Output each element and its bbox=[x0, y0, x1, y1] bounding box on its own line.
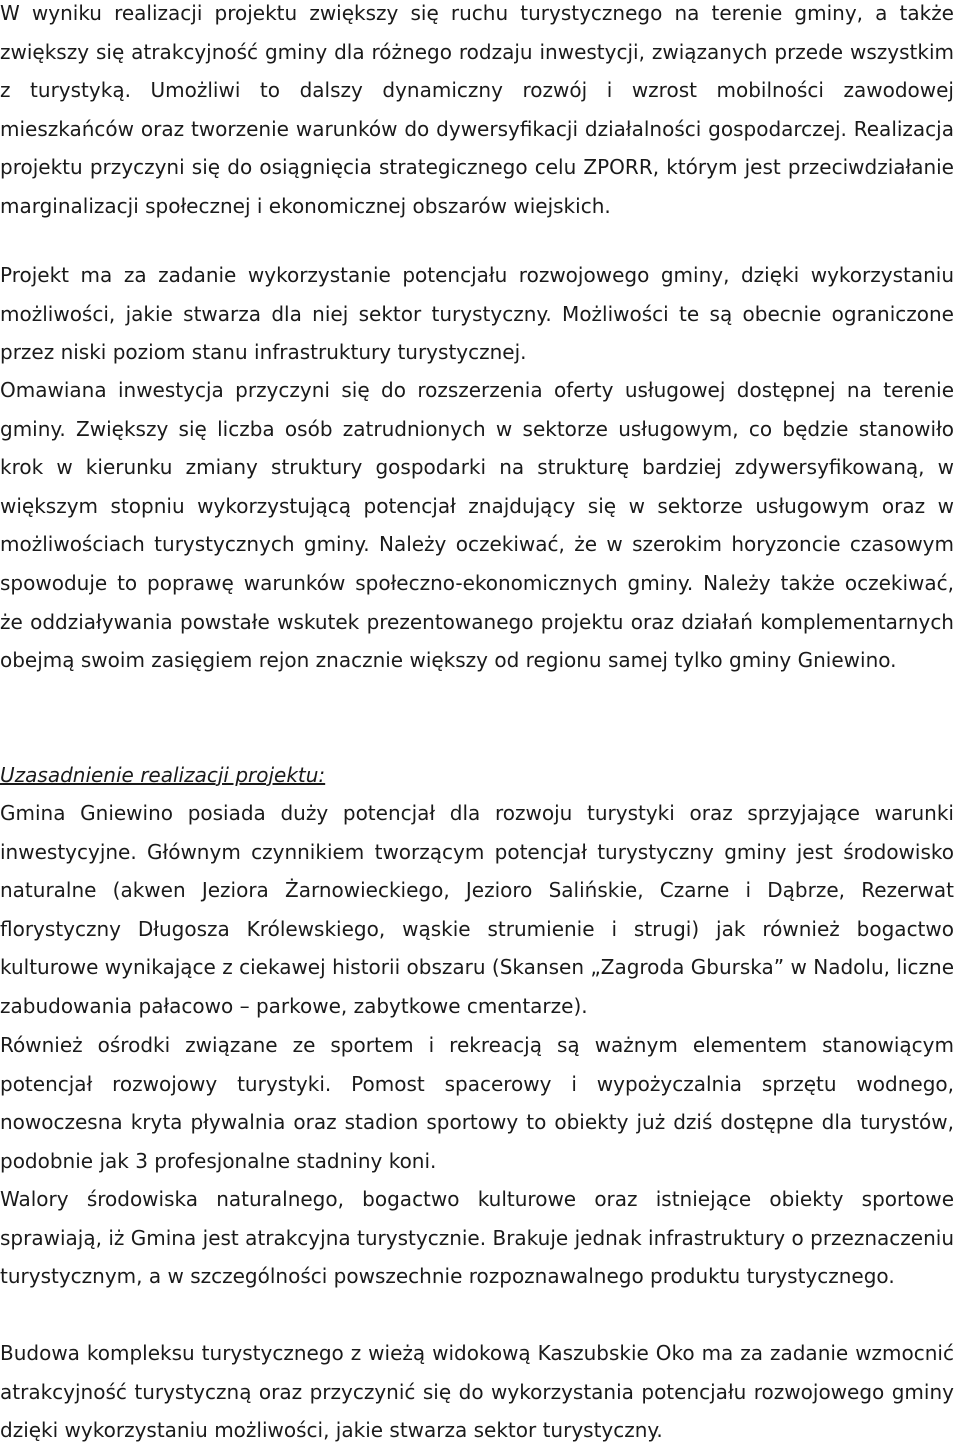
paragraph-project-goal: Projekt ma za zadanie wykorzystanie potencjału rozwojowego gminy, dzięki wykorzystaniu możliwości, jakie stwarza dla niej sektor turystyczny. Możliwości te są obecnie ograniczone przez niski poziom stanu infrastruktury turystycznej. bbox=[0, 263, 954, 365]
paragraph-project-outcomes: W wyniku realizacji projektu zwiększy się ruchu turystycznego na terenie gminy, a także zwiększy się atrakcyjność gminy dla różnego rodzaju inwestycji, związanych przede wszystkim z turystyką. Umożliwi to dalszy dynamiczny rozwój i wzrost mobilności zawodowej mieszkańców oraz tworzenie warunków do dywersyfikacji działalności gospodarczej. Realizacja projektu przyczyni się do osiągnięcia strategicznego celu ZPORR, którym jest przeciwdziałanie marginalizacji społecznej i ekonomicznej obszarów wiejskich. bbox=[0, 1, 954, 218]
paragraph-investment-impact: Omawiana inwestycja przyczyni się do rozszerzenia oferty usługowej dostępnej na terenie gminy. Zwiększy się liczba osób zatrudnionych w sektorze usługowym, co będzie stanowiło krok w kierunku zmiany struktury gospodarki na strukturę bardziej zdywersyfikowaną, w większym stopniu wykorzystującą potencjał znajdujący się w sektorze usługowym oraz w możliwościach turystycznych gminy. Należy oczekiwać, że w szerokim horyzoncie czasowym spowoduje to poprawę warunków społeczno-ekonomicznych gminy. Należy także oczekiwać, że oddziaływania powstałe wskutek prezentowanego projektu oraz działań komplementarnych obejmą swoim zasięgiem rejon znacznie większy od regionu samej tylko gminy Gniewino. bbox=[0, 378, 954, 673]
section-heading-justification: Uzasadnienie realizacji projektu: bbox=[0, 763, 326, 787]
paragraph-infrastructure-gap: Walory środowiska naturalnego, bogactwo kulturowe oraz istniejące obiekty sportowe sprawiają, iż Gmina jest atrakcyjna turystycznie. Brakuje jednak infrastruktury o przeznaczeniu turystycznym, a w szczególności powszechnie rozpoznawalnego produktu turystycznego. bbox=[0, 1187, 954, 1289]
paragraph-kaszubskie-oko: Budowa kompleksu turystycznego z wieżą widokową Kaszubskie Oko ma za zadanie wzmocnić atrakcyjność turystyczną oraz przyczynić się do wykorzystania potencjału rozwojowego gminy dzięki wykorzystaniu możliwości, jakie stwarza sektor turystyczny. bbox=[0, 1341, 954, 1443]
paragraph-sport-recreation: Również ośrodki związane ze sportem i rekreacją są ważnym elementem stanowiącym potencjał rozwojowy turystyki. Pomost spacerowy i wypożyczalnia sprzętu wodnego, nowoczesna kryta pływalnia oraz stadion sportowy to obiekty już dziś dostępne dla turystów, podobnie jak 3 profesjonalne stadniny koni. bbox=[0, 1033, 954, 1173]
paragraph-tourism-potential: Gmina Gniewino posiada duży potencjał dla rozwoju turystyki oraz sprzyjające warunki inwestycyjne. Głównym czynnikiem tworzącym potencjał turystyczny gminy jest środowisko naturalne (akwen Jeziora Żarnowieckiego, Jezioro Salińskie, Czarne i Dąbrze, Rezerwat florystyczny Długosza Królewskiego, wąskie strumienie i strugi) jak również bogactwo kulturowe wynikające z ciekawej historii obszaru (Skansen „Zagroda Gburska” w Nadolu, liczne zabudowania pałacowo – parkowe, zabytkowe cmentarze). bbox=[0, 801, 954, 1018]
